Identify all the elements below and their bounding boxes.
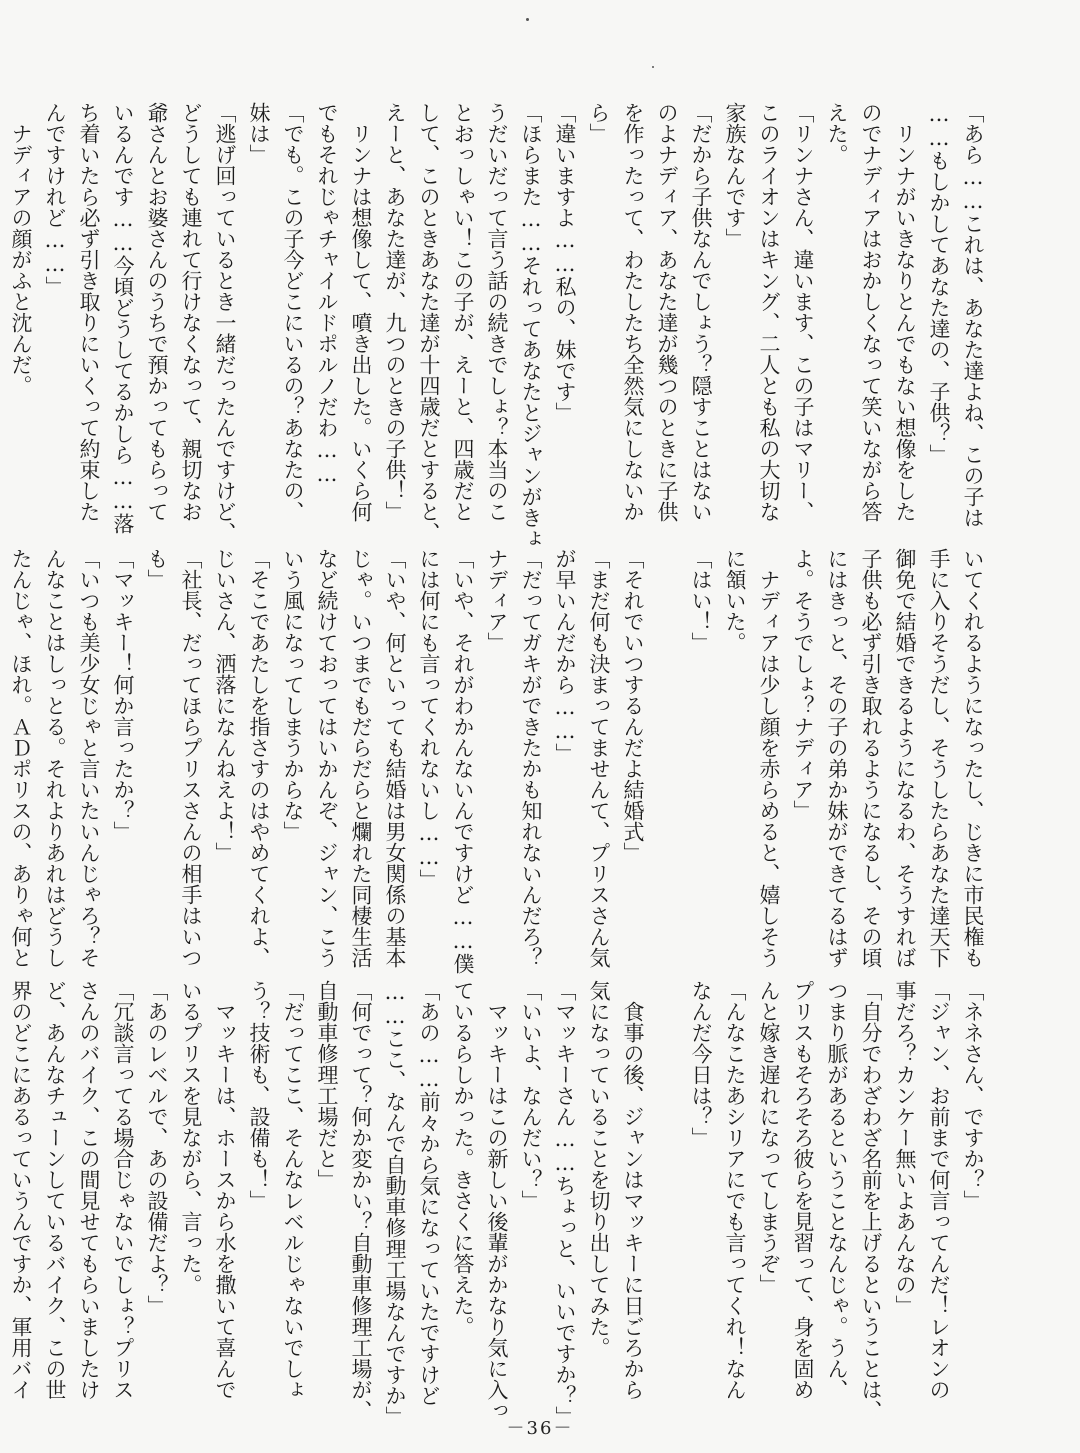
text-column xyxy=(0,102,4,542)
text-column: にはきっと、その子の弟か妹ができてるはず xyxy=(825,548,849,968)
text-column: ナディアの顔がふと沈んだ。 xyxy=(9,102,33,396)
text-block-top xyxy=(9,102,990,549)
text-column: 食事の後、ジャンはマッキーに日ごろから xyxy=(621,980,645,1400)
text-column: も」 xyxy=(145,548,169,590)
text-column: さんのバイク、この間見せてもらいましたけ xyxy=(77,980,101,1400)
paper-speck xyxy=(652,66,654,68)
text-column: えた。 xyxy=(825,102,849,165)
text-column: 界のどこにあるっていうんですか、軍用バイ xyxy=(9,980,33,1400)
text-column: 「社長、だってほらプリスさんの相手はいつ xyxy=(179,548,203,968)
text-column: うだいだって言う話の続きでしょ？本当のこ xyxy=(485,102,509,522)
text-column: ……もしかしてあなた達の、子供？」 xyxy=(927,102,951,465)
text-column: 「そこであたしを指さすのはやめてくれよ、 xyxy=(247,548,271,968)
text-column: プリスもそろそろ彼らを見習って、身を固め xyxy=(791,980,815,1400)
text-column: 「あの……前々から気になっていたですけど xyxy=(417,980,441,1406)
text-column: 「いいよ、なんだい？」 xyxy=(519,980,543,1211)
text-column: など続けておってはいかんぞ、ジャン、こう xyxy=(315,548,339,968)
text-column: 「逃げ回っているとき一緒だったんですけど、 xyxy=(213,102,237,543)
text-column: 事だろ？カンケー無いよあんなの」 xyxy=(893,980,917,1316)
text-column: んなことはしっとる。それよりあれはどうし xyxy=(43,548,67,968)
text-column: 「はい！」 xyxy=(689,548,713,653)
text-column: マッキーはこの新しい後輩がかなり気に入っ xyxy=(485,980,509,1421)
text-column: マッキーは、ホースから水を撒いて喜んで xyxy=(213,980,237,1400)
text-column: 「それでいつするんだよ結婚式」 xyxy=(621,548,645,863)
text-column: 自動車修理工場だと」 xyxy=(315,980,339,1190)
text-column: 「でも。この子今どこにいるの？あなたの、 xyxy=(281,102,305,522)
text-column: には何にも言ってくれないし……」 xyxy=(417,548,441,890)
text-column: ているらしかった。きさくに答えた。 xyxy=(451,980,475,1337)
text-column xyxy=(0,980,4,1400)
text-column: んですけれど……」 xyxy=(43,102,67,297)
text-block-bottom xyxy=(9,980,990,1427)
text-column: 御免で結婚できるようになるわ、そうすれば xyxy=(893,548,917,968)
text-column: して、このときあなた達が十四歳だとすると、 xyxy=(417,102,441,543)
text-column: ……ここ、なんで自動車修理工場なんですか」 xyxy=(383,980,407,1427)
text-column: ど、あんなチューンしているバイク、この世 xyxy=(43,980,67,1400)
text-column: でもそれじゃチャイルドポルノだわ…… xyxy=(315,102,339,486)
text-column: 「違いますよ……私の、妹です」 xyxy=(553,102,577,423)
text-column: ち着いたら必ず引き取りにいくって約束した xyxy=(77,102,101,522)
text-column: 「あら……これは、あなた達よね、この子は xyxy=(961,102,985,528)
text-column: 「ほらまた……それってあなたとジャンがきょ xyxy=(519,102,543,549)
text-column: 手に入りそうだし、そうしたらあなた達天下 xyxy=(927,548,951,968)
text-column: リンナがいきなりとんでもない想像をした xyxy=(893,102,917,522)
text-column: 「んなこたあシリアにでも言ってくれ！なん xyxy=(723,980,747,1400)
text-column: 「あのレベルで、あの設備だよ？」 xyxy=(145,980,169,1316)
text-column: ら」 xyxy=(587,102,611,144)
text-column: 「いや、それがわかんないんですけど……僕 xyxy=(451,548,475,974)
text-column xyxy=(650,548,684,968)
text-column: 「だってガキができたかも知れないんだろ？ xyxy=(519,548,543,968)
text-column: ナディア」 xyxy=(485,548,509,653)
text-column: リンナは想像して、噴き出した。いくら何 xyxy=(349,102,373,522)
text-column: 「まだ何も決まってませんて、プリスさん気 xyxy=(587,548,611,968)
paper-speck xyxy=(526,18,529,21)
text-column: 爺さんとお婆さんのうちで預かってもらって xyxy=(145,102,169,522)
text-column: いう風になってしまうからな」 xyxy=(281,548,305,842)
text-column: たんじゃ、ほれ。ＡＤポリスの、ありゃ何と xyxy=(9,548,33,968)
text-column: 「いや、何といっても結婚は男女関係の基本 xyxy=(383,548,407,968)
text-column: 「だから子供なんでしょう？隠すことはない xyxy=(689,102,713,522)
text-block-middle xyxy=(9,548,990,974)
text-column: 「いつも美少女じゃと言いたいんじゃろ？そ xyxy=(77,548,101,968)
text-column: んと嫁き遅れになってしまうぞ」 xyxy=(757,980,781,1295)
text-column: 「自分でわざわざ名前を上げるということは、 xyxy=(859,980,883,1421)
text-column: つまり脈があるということなんじゃ。うん、 xyxy=(825,980,849,1400)
text-column: ナディアは少し顔を赤らめると、嬉しそう xyxy=(757,548,781,968)
text-column: う？技術も、設備も！」 xyxy=(247,980,271,1211)
text-column: を作ったって、わたしたち全然気にしないか xyxy=(621,102,645,522)
text-column: 「だってここ、そんなレベルじゃないでしょ xyxy=(281,980,305,1400)
text-column: 「リンナさん、違います、この子はマリー、 xyxy=(791,102,815,522)
text-column: 「マッキー！何か言ったか？」 xyxy=(111,548,135,842)
text-column: のよナディア、あなた達が幾つのときに子供 xyxy=(655,102,679,522)
text-column: のでナディアはおかしくなって笑いながら答 xyxy=(859,102,883,522)
text-column: じいさん、洒落になんねえよ！」 xyxy=(213,548,237,863)
text-column: いてくれるようになったし、じきに市民権も xyxy=(961,548,985,968)
text-column: 「冗談言ってる場合じゃないでしょ？プリス xyxy=(111,980,135,1400)
text-column: が早いんだから……」 xyxy=(553,548,577,764)
text-column: なんだ今日は？」 xyxy=(689,980,713,1148)
text-column: 「マッキーさん……ちょっと、いいですか？」 xyxy=(553,980,577,1427)
text-column: に頷いた。 xyxy=(723,548,747,653)
text-column: よ。そうでしょ？ナディア」 xyxy=(791,548,815,821)
text-column: 「ジャン、お前まで何言ってんだ！レオンの xyxy=(927,980,951,1400)
text-column: どうしても連れて行けなくなって、親切なお xyxy=(179,102,203,522)
text-column: 家族なんです」 xyxy=(723,102,747,249)
text-column: このライオンはキング、二人とも私の大切な xyxy=(757,102,781,522)
text-column xyxy=(650,980,684,1400)
text-column: えーと、あなた達が、九つのときの子供！」 xyxy=(383,102,407,522)
text-column: じゃ。いつまでもだらだらと爛れた同棲生活 xyxy=(349,548,373,968)
text-column: 子供も必ず引き取れるようになるし、その頃 xyxy=(859,548,883,968)
text-column: いるんです……今頃どうしてるかしら……落 xyxy=(111,102,135,534)
text-column: 気になっていることを切り出してみた。 xyxy=(587,980,611,1358)
text-column: いるプリスを見ながら、言った。 xyxy=(179,980,203,1295)
text-column: 「何でって？何か変かい？自動車修理工場が、 xyxy=(349,980,373,1421)
text-column: 「ネネさん、ですか？」 xyxy=(961,980,985,1211)
text-column: 妹は」 xyxy=(247,102,271,165)
page-number: －36－ xyxy=(506,1418,574,1439)
text-column: とおっしゃい！この子が、えーと、四歳だと xyxy=(451,102,475,522)
